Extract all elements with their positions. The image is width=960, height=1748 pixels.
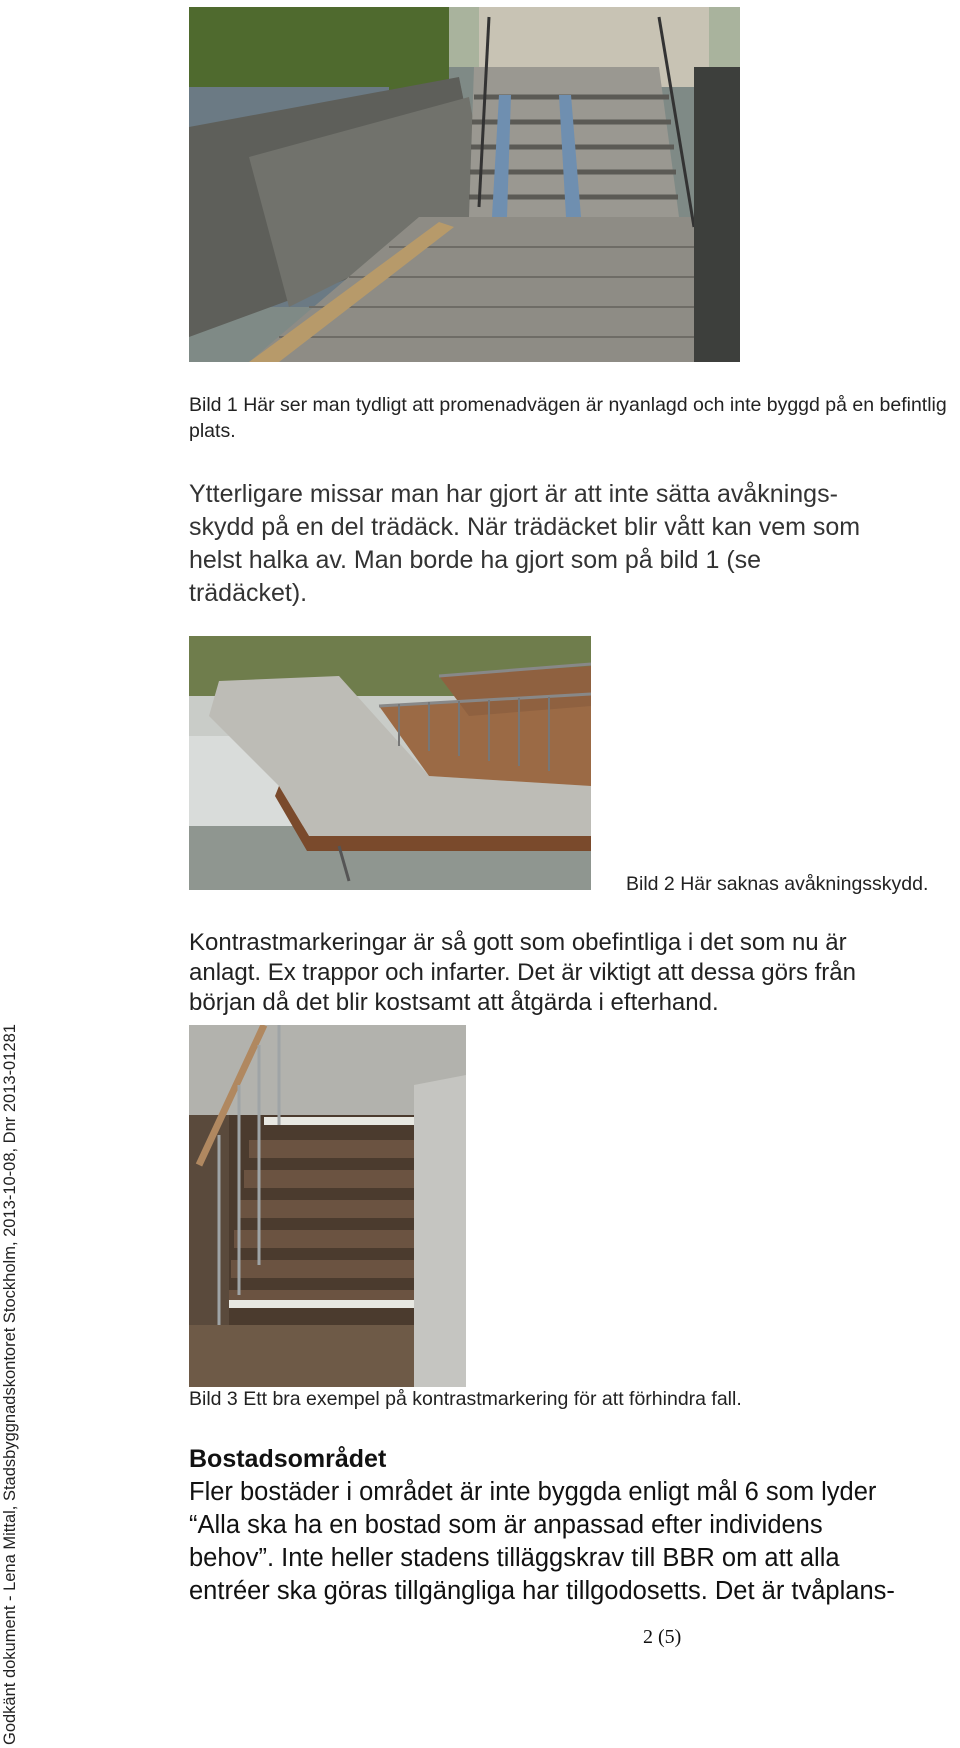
paragraph-railings [189,478,949,610]
paragraph-line: entréer ska göras tillgängliga har tillgodosetts. Det är tvåplans- [189,1577,895,1605]
figure-caption-2: Bild 2 Här saknas avåkningsskydd. [626,873,929,895]
section-heading: Bostadsområdet [189,1445,387,1473]
paragraph-line: början då det blir kostsamt att åtgärda i efterhand. [189,989,719,1016]
paragraph-line: “Alla ska ha en bostad som är anpassad efter individens [189,1511,823,1539]
figure-caption-1: Bild 1 Här ser man tydligt att promenadvägen är nyanlagd och inte byggd på en befintlig plats. [189,394,947,442]
paragraph-line: Fler bostäder i området är inte byggda enligt mål 6 som lyder [189,1478,877,1506]
page-number: 2 (5) [643,1626,682,1648]
paragraph-line: Ytterligare missar man har gjort är att inte sätta avåknings- [189,480,838,508]
approval-stamp [2,915,26,1745]
photo-stairs-contrast [189,1025,466,1387]
figure-caption-3: Bild 3 Ett bra exempel på kontrastmarkering för att förhindra fall. [189,1388,742,1410]
photo-deck-no-edge [189,636,591,890]
paragraph-line: behov”. Inte heller stadens tilläggskrav till BBR om att alla [189,1544,840,1572]
paragraph-line: anlagt. Ex trappor och infarter. Det är viktigt att dessa görs från [189,959,856,986]
photo-boardwalk-stairs [189,7,740,362]
paragraph-contrast [189,928,959,1018]
paragraph-line: skydd på en del trädäck. När trädäcket blir vått kan vem som [189,513,861,541]
section-body [189,1476,959,1608]
paragraph-line: Kontrastmarkeringar är så gott som obefintliga i det som nu är [189,929,847,956]
paragraph-line: helst halka av. Man borde ha gjort som på bild 1 (se [189,546,762,574]
paragraph-line: trädäcket). [189,579,308,607]
approval-stamp-text: Godkänt dokument - Lena Mittal, Stadsbyggnadskontoret Stockholm, 2013-10-08, Dnr 2013-01281 [1,1024,19,1745]
